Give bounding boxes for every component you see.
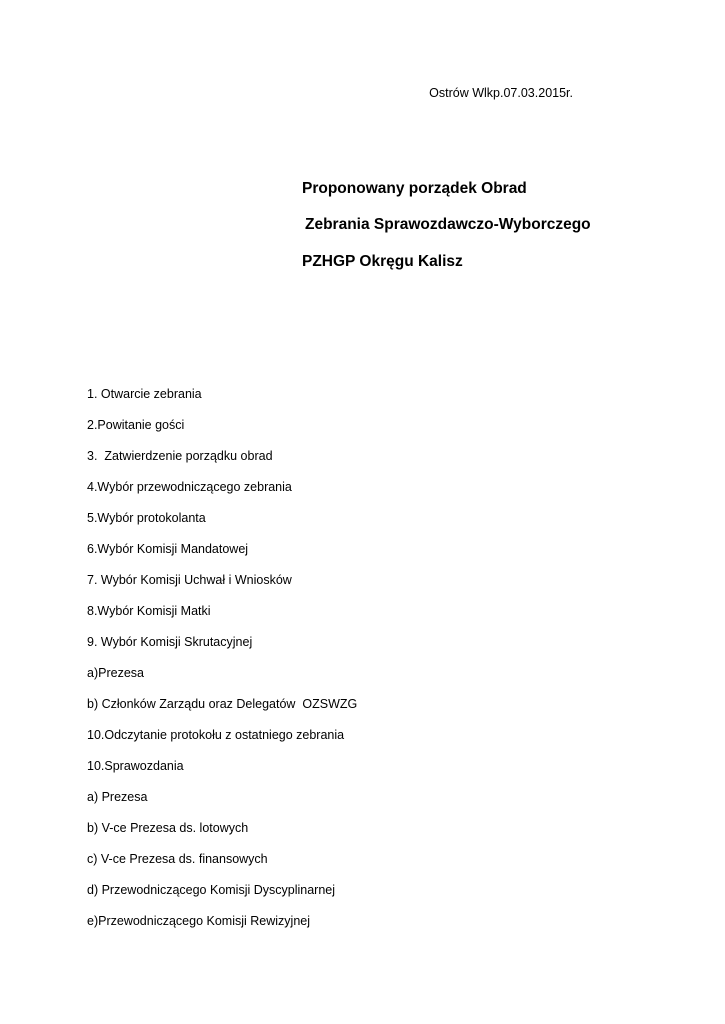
- agenda-item: 5.Wybór protokolanta: [87, 511, 206, 525]
- agenda-item: b) V-ce Prezesa ds. lotowych: [87, 821, 249, 835]
- agenda-item: d) Przewodniczącego Komisji Dyscyplinarnej: [87, 883, 336, 897]
- document-date: Ostrów Wlkp.07.03.2015r.: [429, 86, 573, 100]
- document-title-line-2: Zebrania Sprawozdawczo-Wyborczego: [305, 216, 591, 233]
- agenda-item: 8.Wybór Komisji Matki: [87, 604, 211, 618]
- agenda-item: 9. Wybór Komisji Skrutacyjnej: [87, 635, 253, 649]
- agenda-item: 7. Wybór Komisji Uchwał i Wniosków: [87, 573, 292, 587]
- agenda-item: 1. Otwarcie zebrania: [87, 387, 202, 401]
- agenda-item: 3. Zatwierdzenie porządku obrad: [87, 449, 273, 463]
- agenda-item: a) Prezesa: [87, 790, 148, 804]
- agenda-item: 10.Odczytanie protokołu z ostatniego zebrania: [87, 728, 345, 742]
- document-title-line-1: Proponowany porządek Obrad: [302, 180, 527, 197]
- agenda-item: 4.Wybór przewodniczącego zebrania: [87, 480, 292, 494]
- agenda-item: 6.Wybór Komisji Mandatowej: [87, 542, 249, 556]
- agenda-item: 10.Sprawozdania: [87, 759, 184, 773]
- agenda-item: 2.Powitanie gości: [87, 418, 185, 432]
- document-title-line-3: PZHGP Okręgu Kalisz: [302, 253, 463, 270]
- agenda-item: c) V-ce Prezesa ds. finansowych: [87, 852, 268, 866]
- agenda-item: b) Członków Zarządu oraz Delegatów OZSWZG: [87, 697, 358, 711]
- agenda-item: e)Przewodniczącego Komisji Rewizyjnej: [87, 914, 311, 928]
- agenda-item: a)Prezesa: [87, 666, 144, 680]
- agenda-list: [87, 386, 357, 944]
